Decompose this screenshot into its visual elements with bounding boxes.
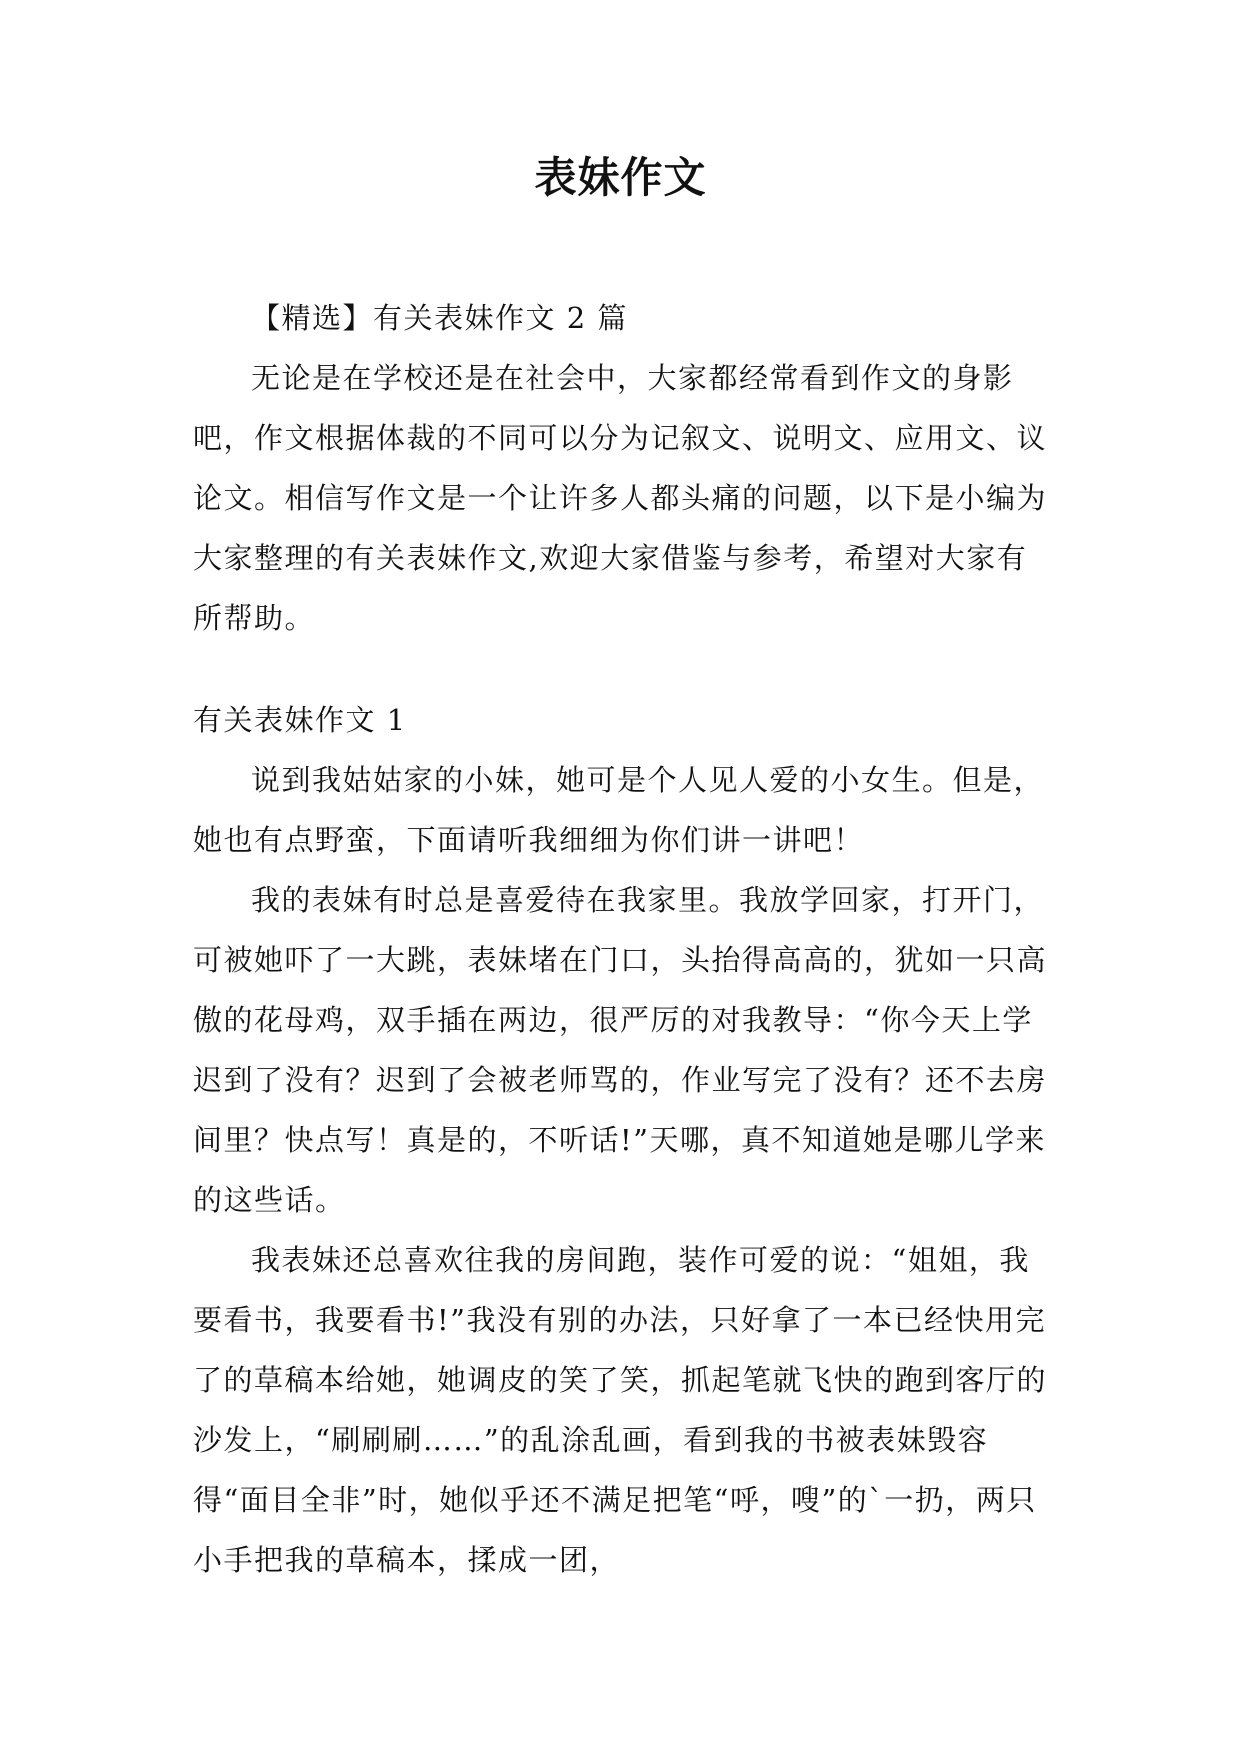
essay-1-heading: 有关表妹作文 1 xyxy=(193,703,407,737)
intro-paragraph: 无论是在学校还是在社会中，大家都经常看到作文的身影吧，作文根据体裁的不同可以分为记叙文、说明文、应用文、议论文。相信写作文是一个让许多人都头痛的问题，以下是小编为大家整理的有关表妹作文,欢迎大家借鉴与参考，希望对大家有所帮助。 xyxy=(193,361,1048,635)
intro-section xyxy=(193,288,1053,648)
essay-1-paragraph: 我表妹还总喜欢往我的房间跑，装作可爱的说：“姐姐，我要看书，我要看书!”我没有别的办法，只好拿了一本已经快用完了的草稿本给她，她调皮的笑了笑，抓起笔就飞快的跑到客厅的沙发上，“刷刷刷……”的乱涂乱画，看到我的书被表妹毁容得“面目全非”时，她似乎还不满足把笔“呼，嗖”的`一扔，两只小手把我的草稿本，揉成一团， xyxy=(193,1243,1048,1577)
essay-1-paragraph: 我的表妹有时总是喜爱待在我家里。我放学回家，打开门，可被她吓了一大跳，表妹堵在门口，头抬得高高的，犹如一只高傲的花母鸡，双手插在两边，很严厉的对我教导：“你今天上学迟到了没有？迟到了会被老师骂的，作业写完了没有？还不去房间里？快点写！真是的，不听话!”天哪，真不知道她是哪儿学来的这些话。 xyxy=(193,883,1048,1217)
essay-1-paragraph: 说到我姑姑家的小妹，她可是个人见人爱的小女生。但是，她也有点野蛮，下面请听我细细为你们讲一讲吧！ xyxy=(193,763,1045,857)
essay-1-section xyxy=(193,690,1053,1590)
document-title: 表妹作文 xyxy=(534,153,707,202)
intro-subtitle: 【精选】有关表妹作文 2 篇 xyxy=(251,301,628,335)
